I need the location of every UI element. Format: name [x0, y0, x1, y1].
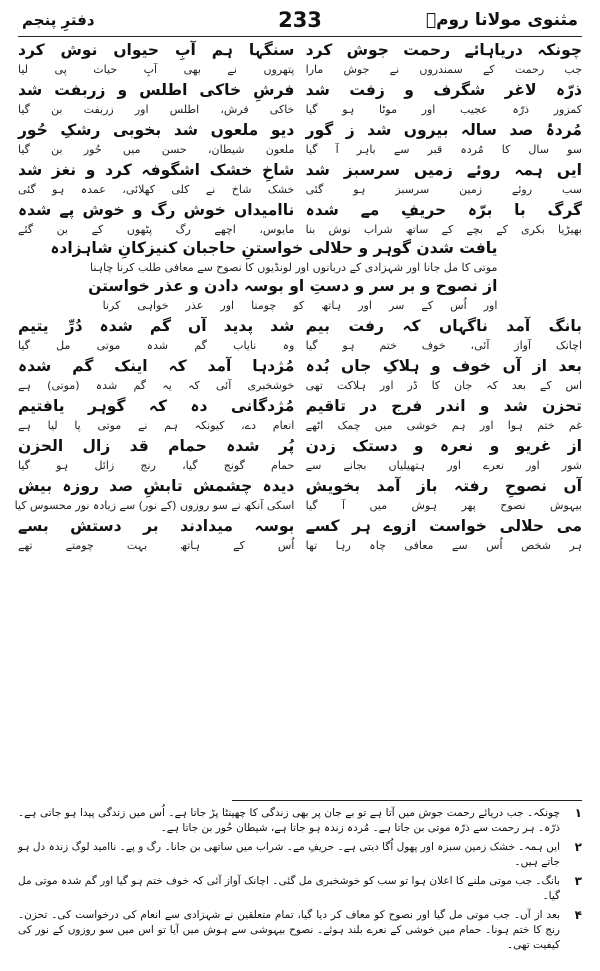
hemistich-left	[18, 79, 294, 117]
hemistich-right	[306, 475, 582, 513]
gloss-line: بیہوش نصوح پھر ہوش میں آ گیا	[305, 499, 582, 512]
verse-line: بعد از آں خوف و ہلاکِ جاں بُدہ	[305, 357, 582, 375]
heading-couplet	[88, 275, 498, 313]
verse-line: ذرّہ لاغر شگرف و زفت شد	[305, 81, 582, 99]
hemistich-right	[306, 79, 582, 117]
verse-line: می حلالی خواست ازوے ہر کسے	[305, 517, 582, 535]
gloss-line: اُس کے ہاتھ بہت چومتے تھے	[18, 539, 295, 552]
verse-line: فرشِ خاکی اطلس و زربفت شد	[18, 81, 295, 99]
footnote	[18, 840, 582, 870]
footnote-text: بانگ۔ جب موتی ملنے کا اعلان ہوا تو سب کو خوشخبری مل گئی۔ اچانک آواز آئی کہ خوف ختم ہو گیا اور گم شدہ موتی مل گیا۔	[18, 875, 560, 902]
couplet	[18, 119, 582, 157]
footnotes	[18, 800, 582, 953]
couplets-section-2	[14, 315, 582, 553]
heading-gloss: اور اُس کے سر اور ہاتھ کو چومنا اور عذر خواہی کرنا	[102, 299, 498, 312]
hemistich-left	[18, 199, 294, 237]
heading-line: از نصوح و بر سر و دستِ او بوسہ دادن و عذر خواستن	[88, 277, 498, 295]
gloss-line: خوشخبری آئی کہ یہ گم شدہ (موتی) ہے	[18, 379, 295, 392]
heading-line: یافت شدن گوہر و حلالی خواستنِ حاجبان کنیزکانِ شاہزادہ	[50, 239, 498, 257]
hemistich-left	[18, 395, 294, 433]
page-number: 233	[278, 8, 322, 32]
footnote-number: ۴	[574, 908, 582, 922]
footnote-number: ۲	[574, 840, 582, 854]
gloss-line: اسکی آنکھ نے سو روزوں (کے نور) سے زیادہ نور محسوس کیا	[14, 499, 295, 512]
gloss-line: انعام دے، کیونکہ ہم نے موتی پا لیا ہے	[18, 419, 295, 432]
gloss-line: سو سال کا مُردہ قبر سے باہر آ گیا	[305, 143, 582, 156]
verse-line: شد پدید آں گم شدہ دُرِّ یتیم	[18, 317, 295, 335]
gloss-line: مایوس، اچھے رگ پٹھوں کے بن گئے	[18, 223, 295, 236]
couplet	[18, 159, 582, 197]
footnote-number: ۱	[574, 806, 582, 820]
verse-line: سنگہا ہم آبِ حیواں نوش کرد	[18, 41, 295, 59]
heading-couplet	[50, 237, 498, 275]
gloss-line: پتھروں نے بھی آبِ حیات پی لیا	[18, 63, 295, 76]
footnote-text: ایں ہمہ۔ خشک زمین سبزہ اور پھول اُگا دیتی ہے۔ حریفِ مے۔ شراب میں ساتھی بن جانا۔ رگ و پے۔ ناامید لوگ زندہ دل ہو جاتے ہیں۔	[18, 841, 560, 868]
verse-line: مُژدہا آمد کہ اینک گم شدہ	[18, 357, 295, 375]
gloss-line: غم ختم ہوا اور ہم خوشی میں چمک اٹھے	[305, 419, 582, 432]
footnote-text: چونکہ۔ جب دریائے رحمت جوش میں آتا ہے تو بے جان پر بھی زندگی کا چھینٹا پڑ جاتا ہے۔ اُس میں زندگی پیدا ہو جاتی ہے۔ ذرّہ۔ ہر رحمت سے ذرّہ موتی بن جاتا ہے۔ مُردہ زندہ ہو جاتا ہے، شیطان حُور بن جاتا ہے۔	[18, 807, 560, 834]
page-header	[18, 6, 582, 37]
gloss-line: اس کے بعد کہ جان کا ڈر اور ہلاکت تھی	[305, 379, 582, 392]
gloss-line: خاکی فرش، اطلس اور زربفت بن گیا	[18, 103, 295, 116]
verse-line: از غریو و نعرہ و دستک زدن	[305, 437, 582, 455]
hemistich-left	[18, 515, 294, 553]
verse-line: پُر شدہ حمام قد زال الحزن	[18, 437, 295, 455]
footnote-list	[18, 806, 582, 953]
volume-label: دفترِ پنجم	[22, 11, 95, 29]
gloss-line: جب رحمت کے سمندروں نے جوش مارا	[305, 63, 582, 76]
book-title: مثنوی مولانا رومؒ	[425, 10, 578, 30]
gloss-line: حمام گونج گیا، رنج زائل ہو گیا	[18, 459, 295, 472]
verse-line: ناامیداں خوش رگ و خوش پے شدہ	[18, 201, 295, 219]
couplet	[18, 435, 582, 473]
footnote	[18, 908, 582, 953]
couplet	[18, 355, 582, 393]
gloss-line: وہ نایاب گم شدہ موتی مل گیا	[18, 339, 295, 352]
couplet	[14, 475, 582, 513]
couplet	[18, 395, 582, 433]
gloss-line: خشک شاخ نے کلی کھلائی، عمدہ ہو گئی	[18, 183, 295, 196]
verse-line: تحزن شد و اندر فرج در تاقیم	[305, 397, 582, 415]
hemistich-right	[306, 315, 582, 353]
footnote-divider	[232, 800, 582, 802]
gloss-line: ہر شخص اُس سے معافی چاہ رہا تھا	[305, 539, 582, 552]
verse-line: دیدہ چشمش تابشِ صد روزہ بیش	[18, 477, 295, 495]
verse-line: بوسہ میدادند بر دستش بسے	[18, 517, 295, 535]
gloss-line: شور اور نعرے اور ہتھیلیاں بجانے سے	[305, 459, 582, 472]
gloss-line: ملعون شیطان، حسن میں حُور بن گیا	[18, 143, 295, 156]
hemistich-left	[18, 39, 294, 77]
hemistich-right	[306, 515, 582, 553]
verse-line: بانگ آمد ناگہاں کہ رفت بیم	[305, 317, 582, 335]
hemistich-left	[18, 159, 294, 197]
verse-line: دیو ملعوں شد بخوبی رشکِ حُور	[18, 121, 295, 139]
verse-line: مُردۂ صد سالہ بیروں شد ز گور	[305, 121, 582, 139]
gloss-line: بھیڑیا بکری کے بچے کے ساتھ شراب نوش بنا	[305, 223, 582, 236]
hemistich-right	[306, 435, 582, 473]
verse-line: گرگ با برّہ حریفِ مے شدہ	[305, 201, 582, 219]
hemistich-right	[306, 199, 582, 237]
verse-line: مُژدگانی دہ کہ گوہر یافتیم	[18, 397, 295, 415]
hemistich-right	[306, 395, 582, 433]
verse-line: چونکہ دریاہائے رحمت جوش کرد	[305, 41, 582, 59]
hemistich-right	[306, 39, 582, 77]
footnote	[18, 874, 582, 904]
footnote-number: ۳	[574, 874, 582, 888]
page-body	[14, 39, 582, 553]
hemistich-right	[306, 159, 582, 197]
verse-line: آں نصوحِ رفتہ باز آمد بخویش	[305, 477, 582, 495]
verse-line: شاخِ خشک اشگوفہ کرد و نغز شد	[18, 161, 295, 179]
section-heading	[18, 237, 582, 313]
gloss-line: اچانک آواز آئی، خوف ختم ہو گیا	[305, 339, 582, 352]
hemistich-left	[18, 355, 294, 393]
verse-line: ایں ہمہ روئے زمیں سرسبز شد	[305, 161, 582, 179]
gloss-line: کمزور ذرّہ عجیب اور موٹا ہو گیا	[305, 103, 582, 116]
couplet	[18, 315, 582, 353]
gloss-line: سب روئے زمین سرسبز ہو گئی	[305, 183, 582, 196]
hemistich-left	[14, 475, 295, 513]
couplet	[18, 199, 582, 237]
couplets-section-1	[18, 39, 582, 237]
hemistich-right	[306, 355, 582, 393]
hemistich-right	[306, 119, 582, 157]
couplet	[18, 39, 582, 77]
hemistich-left	[18, 119, 294, 157]
footnote-text: بعد از آں۔ جب موتی مل گیا اور نصوح کو معاف کر دیا گیا، تمام متعلقین نے شہزادی سے انعام کی درخواست کی۔ تحزن۔ رنج کا ختم ہونا۔ حمام میں خوشی کے نعرے بلند ہوئے۔ نصوح بیہوشی سے ہوش میں آیا تو اس میں سو روزوں کے نور کی کیفیت تھی۔	[18, 909, 560, 951]
heading-gloss: موتی کا مل جانا اور شہزادی کے دربانوں اور لونڈیوں کا نصوح سے معافی طلب کرنا چاہنا	[90, 261, 498, 274]
hemistich-left	[18, 435, 294, 473]
hemistich-left	[18, 315, 294, 353]
couplet	[18, 79, 582, 117]
footnote	[18, 806, 582, 836]
couplet	[18, 515, 582, 553]
